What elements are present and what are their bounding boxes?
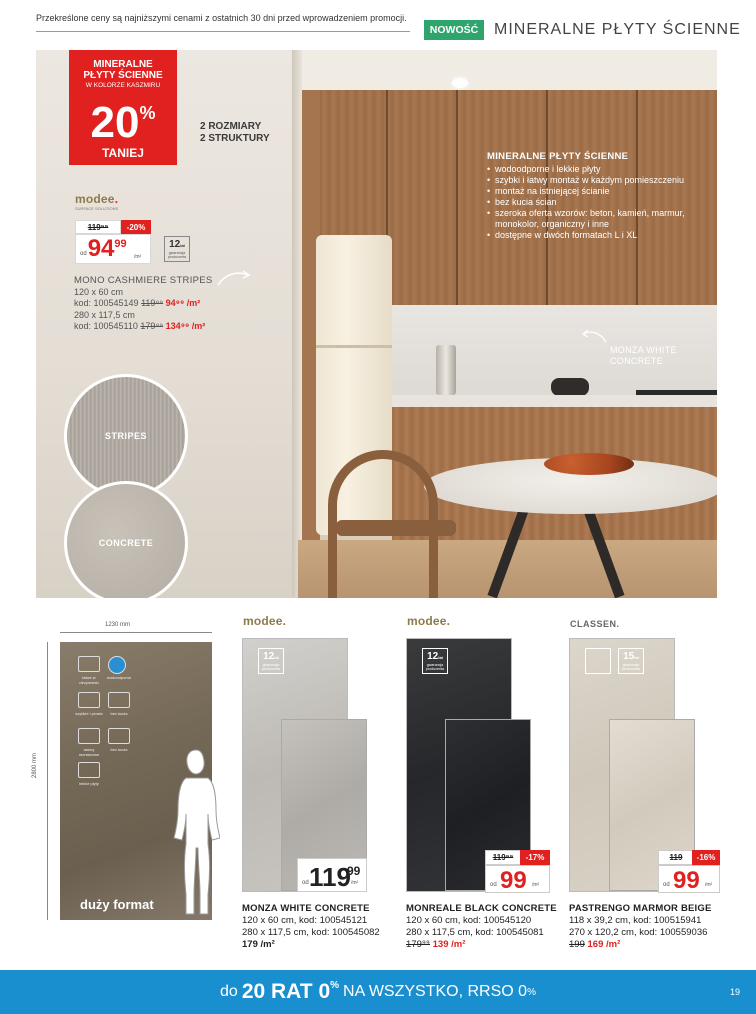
old-price: 119⁹⁹ [75,220,121,234]
warranty-years: 12 [263,650,275,662]
logo-text: modee [75,192,115,206]
warranty-unit: lat [274,654,279,660]
price-disclaimer: Przekreślone ceny są najniższymi cenami z ostatnich 30 dni przed wprowadzeniem promocji. [36,13,407,23]
warranty-years: 12 [169,238,181,250]
page-number: 19 [730,987,741,997]
price-tag [485,865,550,893]
price-decimal: 99 [347,864,361,878]
product-variant: 280 x 117,5 cm, kod: 100545081 [406,927,544,938]
old-price: 119 [658,850,694,865]
feature-item: • szybki i łatwy montaż w każdym pomieszczeniu [487,175,702,186]
old-price: 119⁹⁹ [485,850,521,865]
price-od: od [302,880,309,886]
tape-icon [78,728,100,744]
product-description [242,903,380,951]
price-unit: /m² [532,882,540,888]
price-integer: 94 [87,235,115,262]
product-variant: 120 x 60 cm, kod: 100545121 [242,915,368,926]
product-variant-price: 169 /m² [587,939,621,950]
monza-label [610,345,677,367]
feature-item: • szeroka oferta wzorów: beton, kamień, marmur, monokolor, organiczny i inne [487,208,702,230]
price-integer: 119 [309,862,351,892]
product-name: MONREALE BLACK CONCRETE [406,903,557,914]
warranty-unit: lat [634,654,639,660]
icon-label: bez kucia [110,747,128,752]
warranty-unit: lat [438,654,443,660]
speed-icon [78,692,100,708]
new-price: 94⁹⁹ /m² [165,298,201,308]
price-tag [297,858,367,892]
icon-label: szybkie i proste [75,711,103,716]
monza-label-line: CONCRETE [610,356,663,366]
warranty-badge [164,236,190,262]
product-code-line [74,321,264,333]
promo-line1: MINERALNE [93,59,153,70]
warranty-text: gwarancja producenta [426,662,444,671]
footer-big [242,980,339,1004]
footer-banner [0,970,756,1014]
promo-sub: W KOLORZE KASZMIRU [85,82,161,89]
old-price: 179⁹⁹ [140,321,164,331]
price-unit: /m² [705,882,713,888]
warranty-years: 12 [427,650,439,662]
product-variant: 120 x 60 cm, kod: 100545120 [406,915,532,926]
feature-item: • montaż na istniejącej ścianie [487,186,702,197]
warranty-unit: lat [180,242,185,248]
width-dimension-label: 1230 mm [105,622,131,628]
product-variant: 270 x 120,2 cm, kod: 100559036 [569,927,708,938]
price-unit: /m² [351,880,359,886]
product-variant: 118 x 39,2 cm, kod: 100515941 [569,915,702,926]
promo-percent-value: 20 [90,98,140,147]
discount-badge: -17% [520,850,550,865]
logo-dot: . [114,192,119,206]
old-price: 119⁹⁹ [141,298,164,308]
warranty-years: 15 [623,650,635,662]
percent-sign: % [527,986,536,998]
features-title: MINERALNE PŁYTY ŚCIENNE [487,151,629,162]
hero-price-tag [75,220,159,264]
promo-percent [69,91,177,145]
ceiling-lamp [452,78,468,88]
price-od: od [80,251,87,257]
warranty-badge [618,648,644,674]
product-code: kod: 100545110 [74,321,138,331]
promo-word: TANIEJ [102,146,144,160]
footer-big-text: 20 RAT 0 [241,980,331,1003]
price-integer: 99 [500,867,527,894]
swatch-concrete: CONCRETE [64,481,188,598]
feature-item: • bez kucia ścian [487,197,702,208]
product-name: PASTRENGO MARMOR BEIGE [569,903,712,914]
product-name: MONZA WHITE CONCRETE [242,903,370,914]
product-variant-price: 139 /m² [432,939,466,950]
curved-arrow-icon [580,328,610,344]
large-format-caption: duży format [80,897,154,912]
discount-badge: -20% [121,220,151,234]
person-silhouette-icon [172,748,220,918]
warranty-badge [258,648,284,674]
variant-old-price: 179⁹⁹ [406,939,430,950]
new-price [75,234,151,264]
logo-subtext: SURFACE SOLUTIONS [75,206,119,211]
no-hammer-icon [108,692,130,708]
icon-label: bez kucia [110,711,128,716]
price-unit: /m² [134,254,142,260]
price-od: od [663,882,670,888]
height-dimension-line [47,642,48,920]
variant-old-price: 199 [569,939,585,950]
brand-logo: CLASSEN. [570,619,620,629]
countertop [392,395,717,407]
warranty-badge [422,648,448,674]
warranty-text: gwarancja producenta [168,250,186,259]
curved-arrow-icon [216,263,252,289]
promo-box [69,50,177,165]
modee-logo [75,192,118,211]
price-od: od [490,882,497,888]
percent-sign: % [330,980,340,991]
product-variant: 280 x 117,5 cm, kod: 100545082 [242,927,380,938]
sizes-line: 2 ROZMIARY [200,121,262,132]
monza-label-line: MONZA WHITE [610,345,677,355]
brand-logo: modee. [243,614,287,628]
new-badge: NOWOŚĆ [424,20,484,40]
chair-seat [336,520,456,536]
wall-edge [292,50,302,598]
feather-icon [78,762,100,778]
icon-label: lekkie płyty [79,781,99,786]
percent-sign: % [139,103,156,123]
promo-line2: PŁYTY ŚCIENNE [83,70,163,81]
price-decimal: 99 [114,238,127,250]
coffee-machine [436,345,456,395]
fridge-split [316,345,392,348]
page-title: MINERALNE PŁYTY ŚCIENNE [494,21,741,38]
width-dimension-line [60,632,212,633]
hero-kitchen-image [36,50,717,598]
warranty-text: gwarancja producenta [622,662,640,671]
price-integer: 99 [673,867,700,894]
fruit-bowl [544,453,634,475]
financing-offer [0,970,756,1014]
feature-item: • dostępne w dwóch formatach L i XL [487,230,702,241]
product-name: MONO CASHMIERE STRIPES [74,275,213,286]
footer-pre: do [220,983,238,1000]
swatch-stripes: STRIPES [64,374,188,498]
icon-label: łatwe w utrzymaniu [79,675,99,685]
discount-badge: -16% [692,850,720,865]
product-size: 280 x 117,5 cm [74,309,135,320]
header-divider [36,31,410,32]
price-tag [658,865,720,893]
sizes-structures [200,121,270,145]
product-size: 120 x 60 cm [74,286,124,297]
icon-label: taśmy montażowe [78,747,100,757]
product-description [569,903,712,951]
new-price: 134⁹⁹ /m² [165,321,206,331]
product-description [406,903,557,951]
care-icon [585,648,611,674]
height-dimension-label: 2800 mm [32,752,38,778]
brand-logo: modee. [407,614,451,628]
structures-line: 2 STRUKTURY [200,133,270,144]
product-variant-price: 179 /m² [242,939,275,950]
layers-icon [78,656,100,672]
toaster [551,378,589,396]
warranty-text: gwarancja producenta [262,662,280,671]
product-code-line [74,298,264,310]
product-code: kod: 100545149 [74,298,139,308]
icon-label: wodoodporne [106,675,132,680]
water-drop-icon [108,656,126,674]
features-list [487,151,702,241]
footer-post: NA WSZYSTKO, RRSO 0 [343,983,528,1000]
feature-item: • wodoodporne i lekkie płyty [487,164,702,175]
wall-icon [108,728,130,744]
